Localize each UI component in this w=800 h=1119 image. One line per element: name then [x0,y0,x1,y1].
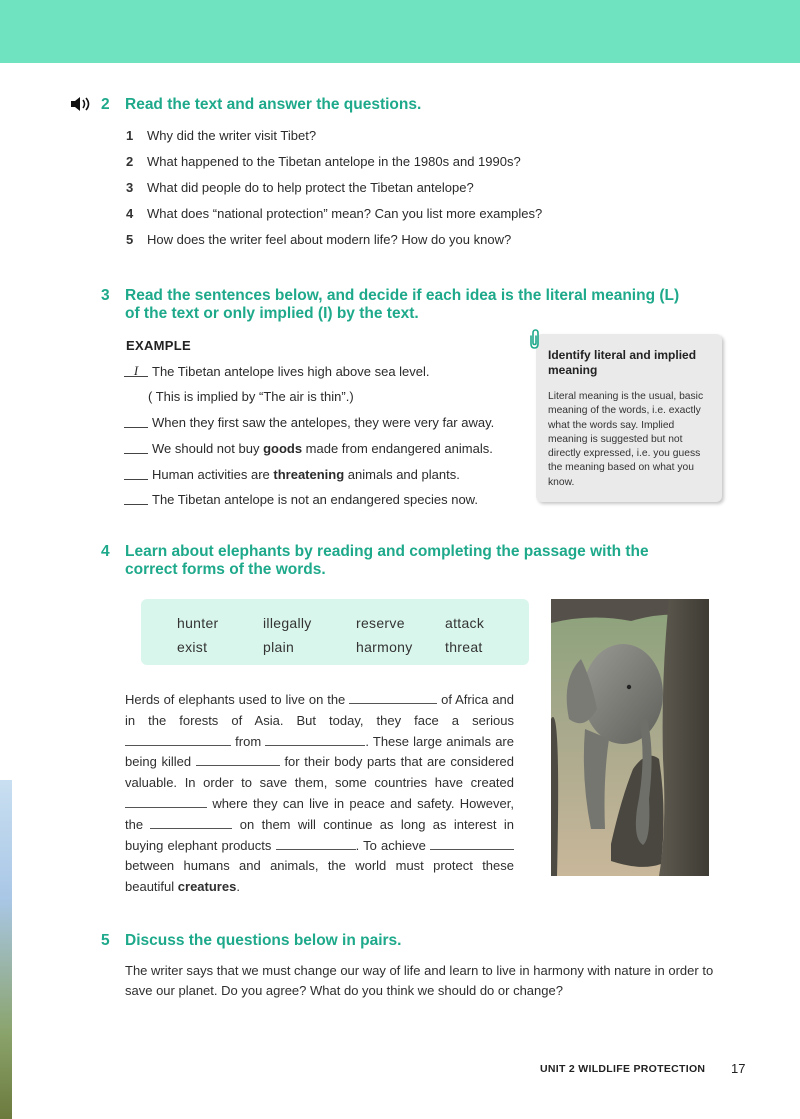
section-number: 5 [101,932,110,949]
section-3-heading [101,287,679,323]
example-label: EXAMPLE [126,338,191,353]
list-item: 1 Why did the writer visit Tibet? [126,128,317,143]
word-bank-item: reserve [356,615,405,631]
section-5-heading [101,932,401,950]
footer-unit-label: UNIT 2 WILDLIFE PROTECTION [540,1063,706,1075]
audio-speaker-icon[interactable] [70,95,94,113]
section-number: 3 [101,287,110,304]
elephant-photo [551,599,709,876]
section-4-heading [101,543,649,579]
word-bank-item: harmony [356,639,413,655]
page-edge-photo-strip [0,780,12,1119]
section-title-line1: Read the sentences below, and decide if each idea is the literal meaning (L) [125,287,680,304]
example-hint: ( This is implied by “The air is thin”.) [148,389,354,404]
fill-blank[interactable] [349,692,437,704]
section-2-heading [101,96,421,114]
fill-blank[interactable] [125,734,231,746]
section-title-line2: of the text or only implied (I) by the text. [125,305,419,322]
fill-blank[interactable] [265,734,365,746]
answer-blank[interactable]: I [124,364,148,377]
word-bank-item: attack [445,615,485,631]
section-title: Read the text and answer the questions. [125,96,422,113]
fill-blank[interactable] [276,838,356,850]
example-sentence: I The Tibetan antelope lives high above sea level. [124,364,430,380]
word-bank-item: exist [177,639,208,655]
answer-blank[interactable] [124,467,148,480]
cloze-passage: Herds of elephants used to live on the of Africa and in the forests of Asia. But today, they face a serious from . These large animals are being killed for their body parts that are considered valuable. In order to save them, some countries have created where they can live in peace and safety. However, the on them will continue as long as interest in buying elephant products . To achieve between humans and animals, the world must protect these beautiful creatures. [125,692,514,895]
answer-blank[interactable] [124,492,148,505]
discussion-prompt: The writer says that we must change our way of life and learn to live in harmony with nature in order to save our planet. Do you agree? What do you think we should do or change? [125,963,714,998]
answer-blank[interactable] [124,441,148,454]
word-bank-item: hunter [177,615,219,631]
fill-blank[interactable] [196,754,280,766]
word-bank-item: illegally [263,615,312,631]
statement-item: Human activities are threatening animals and plants. [124,467,460,483]
list-item: 4 What does “national protection” mean? Can you list more examples? [126,206,543,221]
header-band [0,0,800,63]
section-title-line1: Learn about elephants by reading and completing the passage with the [125,543,649,560]
statement-item: We should not buy goods made from endangered animals. [124,441,493,457]
fill-blank[interactable] [430,838,514,850]
fill-blank[interactable] [125,796,207,808]
section-title: Discuss the questions below in pairs. [125,932,402,949]
statement-item: When they first saw the antelopes, they were very far away. [124,415,494,431]
section-title-line2: correct forms of the words. [125,561,326,578]
list-item: 5 How does the writer feel about modern life? How do you know? [126,232,512,247]
question-list [126,127,686,257]
tip-body: Literal meaning is the usual, basic meaning of the words, i.e. exactly what the words say. Implied meaning is suggested but not directly expressed, i.e. you guess the meaning based on what you know. [548,391,704,488]
section-number: 4 [101,543,110,560]
list-item: 2 What happened to the Tibetan antelope in the 1980s and 1990s? [126,154,521,169]
strategy-tip-box [536,334,722,502]
tip-title: Identify literal and implied meaning [548,348,697,377]
word-bank-item: plain [263,639,295,655]
fill-blank[interactable] [150,817,232,829]
paperclip-icon [527,328,541,350]
list-item: 3 What did people do to help protect the Tibetan antelope? [126,180,474,195]
answer-blank[interactable] [124,415,148,428]
statement-item: The Tibetan antelope is not an endangered species now. [124,492,478,508]
section-number: 2 [101,96,110,113]
word-bank [141,599,529,665]
word-bank-item: threat [445,639,483,655]
page-number: 17 [731,1061,746,1076]
